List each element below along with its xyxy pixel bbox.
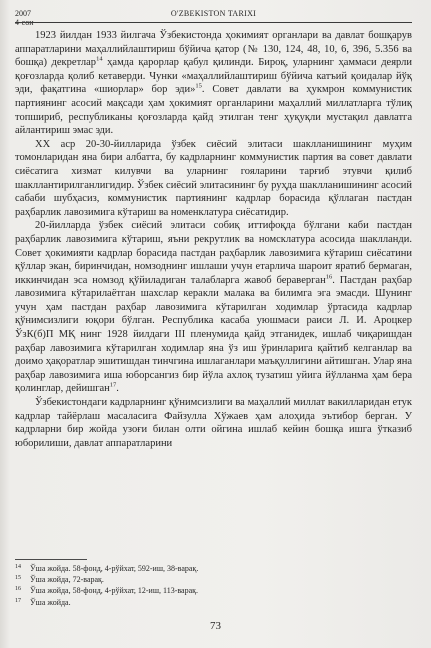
paragraph-text: 20-йилларда ўзбек сиёсий элитаси собиқ иттифоқда бўлгани каби пастдан раҳбарлик лавозимига кўтариш, яъни рекрутлик ва номсклатура асосида шаклланди. Совет ҳокимияти кадрлар борасида пастдан раҳбарлик лавозимига кўтариш сиёсатини қўллар экан, биринчидан, номзоднинг ишлаши учун етарлича шароит яратиб бермаган, иккинчидан эса номзод қўйиладиган талабларга жавоб бераверган bbox=[15, 220, 412, 286]
footnote-text: Ўша жойда, 72-варақ. bbox=[30, 575, 104, 585]
article-body bbox=[15, 29, 412, 450]
paragraph-text: ҳамда қарорлар қабул қилинди. Бироқ, уларнинг ҳаммаси деярли қоғозларда қолиб кетаверди. Чунки «маҳаллийлаштириш бўйича катъий қоидалар йўқ эди, фақатгина «шиорлар» бор эди» bbox=[15, 57, 412, 96]
paragraph-text: . bbox=[116, 383, 119, 395]
body-paragraph bbox=[15, 396, 412, 450]
paragraph-text: 1923 йилдан 1933 йилгача Ўзбекистонда ҳокимият органлари ва давлат бошқарув аппаратларини маҳаллийлаштириш бўйича қатор (№ 130, 124, 48, 10, 6, 396, 5.356 ва бошқа) декретлар bbox=[15, 30, 412, 69]
footnote bbox=[15, 597, 412, 608]
footnote bbox=[15, 574, 412, 585]
paragraph-text: Ўзбекистондаги кадрларнинг қўнимсизлиги ва маҳаллий миллат вакилларидан етук кадрлар тайёрлаш масаласига Файзулла Хўжаев ҳам алоҳида эътибор берган. У кадрларни бир жойда узоғи билан олти ойгина ишлаб кейин бошқа ишга ўтказиб юборилиши, давлат аппаратларини bbox=[15, 397, 412, 449]
header-rule bbox=[15, 22, 412, 23]
body-paragraph bbox=[15, 29, 412, 138]
footnote-number: 14 bbox=[15, 564, 21, 570]
footnote-ref: 15 bbox=[195, 82, 202, 90]
paragraph-text: . Совет давлати ва ҳукмрон коммунистик партиянинг асосий мақсади ҳам ҳокимият органларини маҳаллий миллатларга тўлиқ топшириб, республиканы қоғозларда қайд этилган тенг ҳуқуқли мустақил давлатга айлантириш эмас эди. bbox=[15, 84, 412, 137]
footnote-text: Ўша жойда, 58-фонд, 4-рўйхат, 12-иш, 113-варақ. bbox=[30, 586, 199, 596]
paragraph-text: . Пастдан раҳбар лавозимига кўтарилаётган шахслар керакли малака ва билимга эга эмасди. Шунинг учун ҳам пастдан раҳбар лавозимига кўтарилган ходимлар ўртасида кадрлар қўнимсизлиги юқори бўлган. Республика касаба уюшмаси раиси Л. И. Ароцкер ЎзК(б)П МҚ нинг 1928 йилдаги III пленумида қайд этганидек, ишлаб чиқаришдан раҳбар лавозимига кўтарилган ходимлар яна ўз иш ўринларига қайтиб келганлар ва доимо ҳақоратлар эшитишдан тинчгина ишлаганлари маъқуллигини айтишган. Улар яна раҳбар лавозимига иша юборсангиз бир йўла ахлоқ тузатиш уйига йўлланма ҳам бера қолинглар, дейишган bbox=[15, 274, 412, 395]
footnote-text: Ўша жойда. bbox=[30, 597, 71, 607]
footnote bbox=[15, 563, 412, 574]
header-issue: 4-сон bbox=[15, 18, 34, 27]
footnote-ref: 17 bbox=[109, 381, 117, 389]
footnote-rule bbox=[15, 559, 87, 560]
footnote-number: 15 bbox=[15, 575, 21, 582]
footnote-number: 17 bbox=[15, 597, 21, 604]
footnote bbox=[15, 585, 412, 596]
body-paragraph bbox=[15, 138, 412, 220]
footnotes bbox=[15, 563, 412, 608]
header-journal-title: O'ZBEKISTON TARIXI bbox=[170, 9, 257, 18]
body-paragraph bbox=[15, 219, 412, 396]
page-number: 73 bbox=[210, 620, 221, 632]
header-year: 2007 bbox=[15, 9, 31, 18]
footnote-ref: 16 bbox=[325, 273, 333, 281]
paragraph-text: XX аср 20-30-йилларида ўзбек сиёсий элитаси шаклланишининг муҳим томонларидан яна бири албатта, бу кадрларнинг коммунистик партия ва совет давлати сиёсатига хизмат килувчи ва уларнинг гояларини тарғиб этувчи қилиб шакллантирилганлигидир. Ўзбек сиёсий элитасининг бу руҳда шаклланишининг асосий сабаби шубҳасиз, коммунистик партиянинг кадрлар борасида қўллаган пастдан раҳбарлик лавозимига кўтариш ва номенклатура сиёсатидир. bbox=[15, 138, 412, 218]
footnote-ref: 14 bbox=[96, 55, 103, 63]
footnote-text: Ўша жойда. 58-фонд, 4-рўйхат, 592-иш, 38-варақ. bbox=[30, 564, 199, 573]
footnote-number: 16 bbox=[15, 586, 21, 593]
